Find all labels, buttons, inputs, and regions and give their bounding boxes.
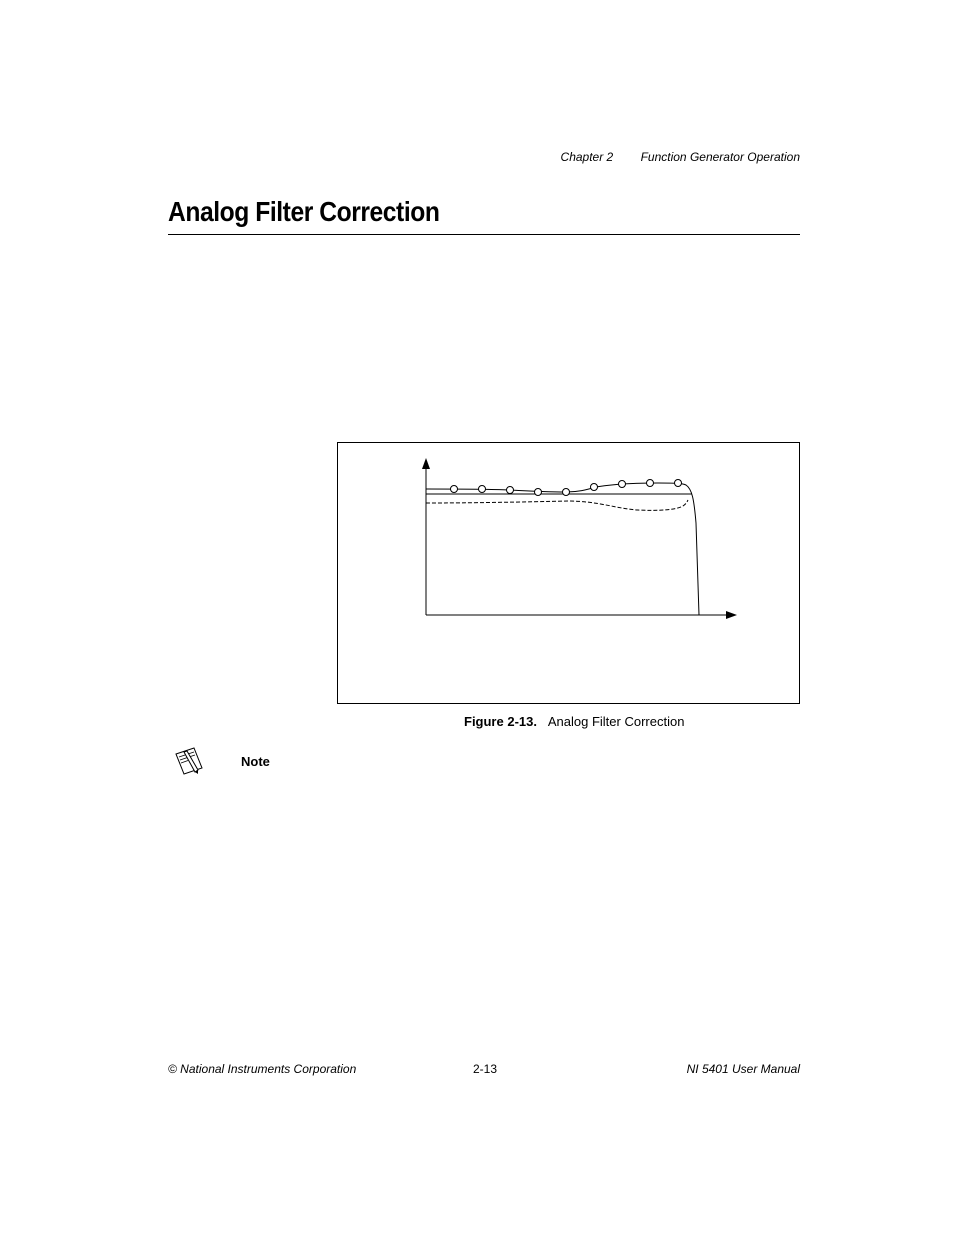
sample-point [535, 489, 542, 496]
header-chapter-title: Function Generator Operation [640, 150, 800, 164]
sample-point [507, 487, 514, 494]
footer-copyright: © National Instruments Corporation [168, 1062, 357, 1076]
footer-page-number: 2-13 [473, 1062, 498, 1076]
corrected-response-curve [426, 483, 699, 615]
figure-number: Figure 2-13. [464, 714, 537, 729]
uncorrected-response-curve [426, 500, 688, 510]
filter-correction-diagram [338, 443, 799, 703]
figure-caption-text: Analog Filter Correction [547, 714, 685, 729]
title-rule [168, 234, 800, 235]
sample-point [479, 486, 486, 493]
running-header [561, 150, 800, 164]
note-label: Note [241, 754, 270, 769]
figure-caption [464, 714, 684, 729]
footer-manual-title: NI 5401 User Manual [686, 1062, 800, 1076]
x-axis-arrow [726, 611, 737, 619]
sample-point [675, 480, 682, 487]
sample-point [647, 480, 654, 487]
sample-point [619, 481, 626, 488]
y-axis-arrow [422, 458, 430, 469]
section-title: Analog Filter Correction [168, 196, 440, 227]
sample-point [451, 486, 458, 493]
sample-point [591, 484, 598, 491]
note-pen-icon [174, 746, 206, 781]
sample-point [563, 489, 570, 496]
header-chapter: Chapter 2 [560, 150, 614, 164]
figure-box [337, 442, 800, 704]
